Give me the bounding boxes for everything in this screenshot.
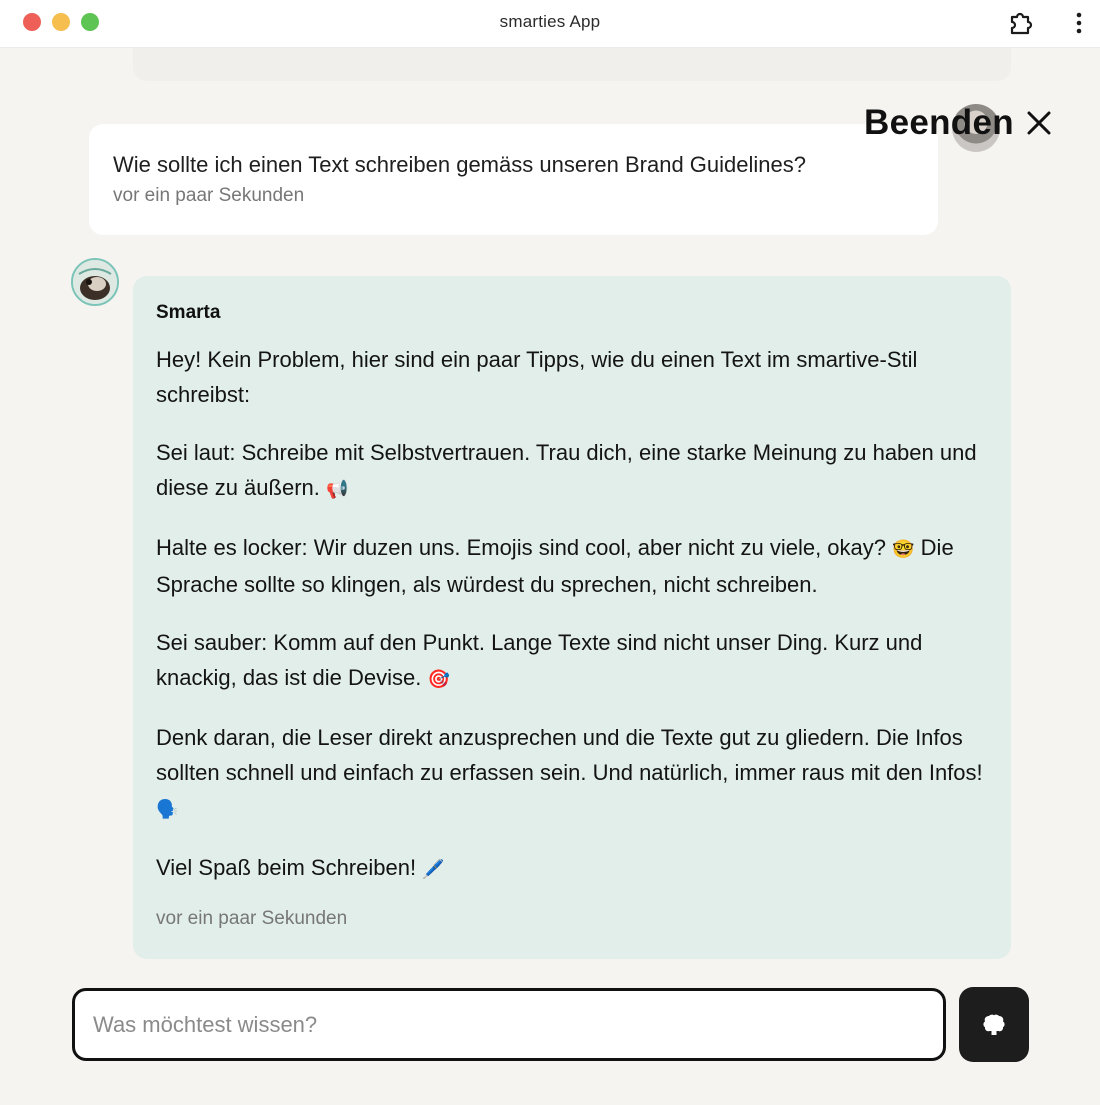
message-input[interactable]	[75, 991, 943, 1058]
bot-paragraph: Hey! Kein Problem, hier sind ein paar Tipps, wie du einen Text im smartive-Stil schreibst:	[156, 347, 918, 407]
message-input-wrapper	[72, 988, 946, 1061]
speaking-head-icon: 🗣️	[156, 799, 179, 820]
end-chat-button[interactable]	[864, 100, 1054, 146]
bot-avatar	[71, 258, 119, 306]
target-icon: 🎯	[427, 669, 450, 690]
bot-paragraph: Halte es locker: Wir duzen uns. Emojis sind cool, aber nicht zu viele, okay? 🤓 Die Sprache sollte so klingen, als würdest du sprechen, nicht schreiben.	[156, 535, 954, 597]
user-message	[89, 124, 938, 235]
brain-icon	[981, 1012, 1007, 1038]
title-bar	[0, 0, 1100, 48]
user-message-time: vor ein paar Sekunden	[113, 185, 305, 206]
user-message-text: Wie sollte ich einen Text schreiben gemäss unseren Brand Guidelines?	[113, 152, 806, 177]
close-icon	[1024, 108, 1054, 138]
more-vertical-icon[interactable]	[1068, 10, 1090, 36]
bot-paragraph: Denk daran, die Leser direkt anzusprechen und die Texte gut zu gliedern. Die Infos sollten schnell und einfach zu erfassen sein. Und natürlich, immer raus mit den Infos! 🗣️	[156, 725, 983, 820]
bot-paragraph: Sei laut: Schreibe mit Selbstvertrauen. Trau dich, eine starke Meinung zu haben und diese zu äußern. 📢	[156, 440, 977, 500]
previous-message-card	[133, 48, 1011, 81]
bot-paragraph: Sei sauber: Komm auf den Punkt. Lange Texte sind nicht unser Ding. Kurz und knackig, das ist die Devise. 🎯	[156, 630, 923, 690]
bot-paragraph: Viel Spaß beim Schreiben! 🖊️	[156, 855, 445, 880]
bot-message	[133, 276, 1011, 959]
pen-icon: 🖊️	[422, 859, 445, 880]
end-chat-label: Beenden	[864, 103, 1014, 142]
nerd-face-icon: 🤓	[892, 539, 915, 560]
bot-name: Smarta	[156, 302, 221, 323]
window-title: smarties App	[499, 12, 601, 31]
send-button[interactable]	[959, 987, 1029, 1062]
puzzle-icon[interactable]	[1006, 8, 1036, 38]
bot-message-time: vor ein paar Sekunden	[156, 908, 348, 929]
megaphone-icon: 📢	[326, 479, 349, 500]
